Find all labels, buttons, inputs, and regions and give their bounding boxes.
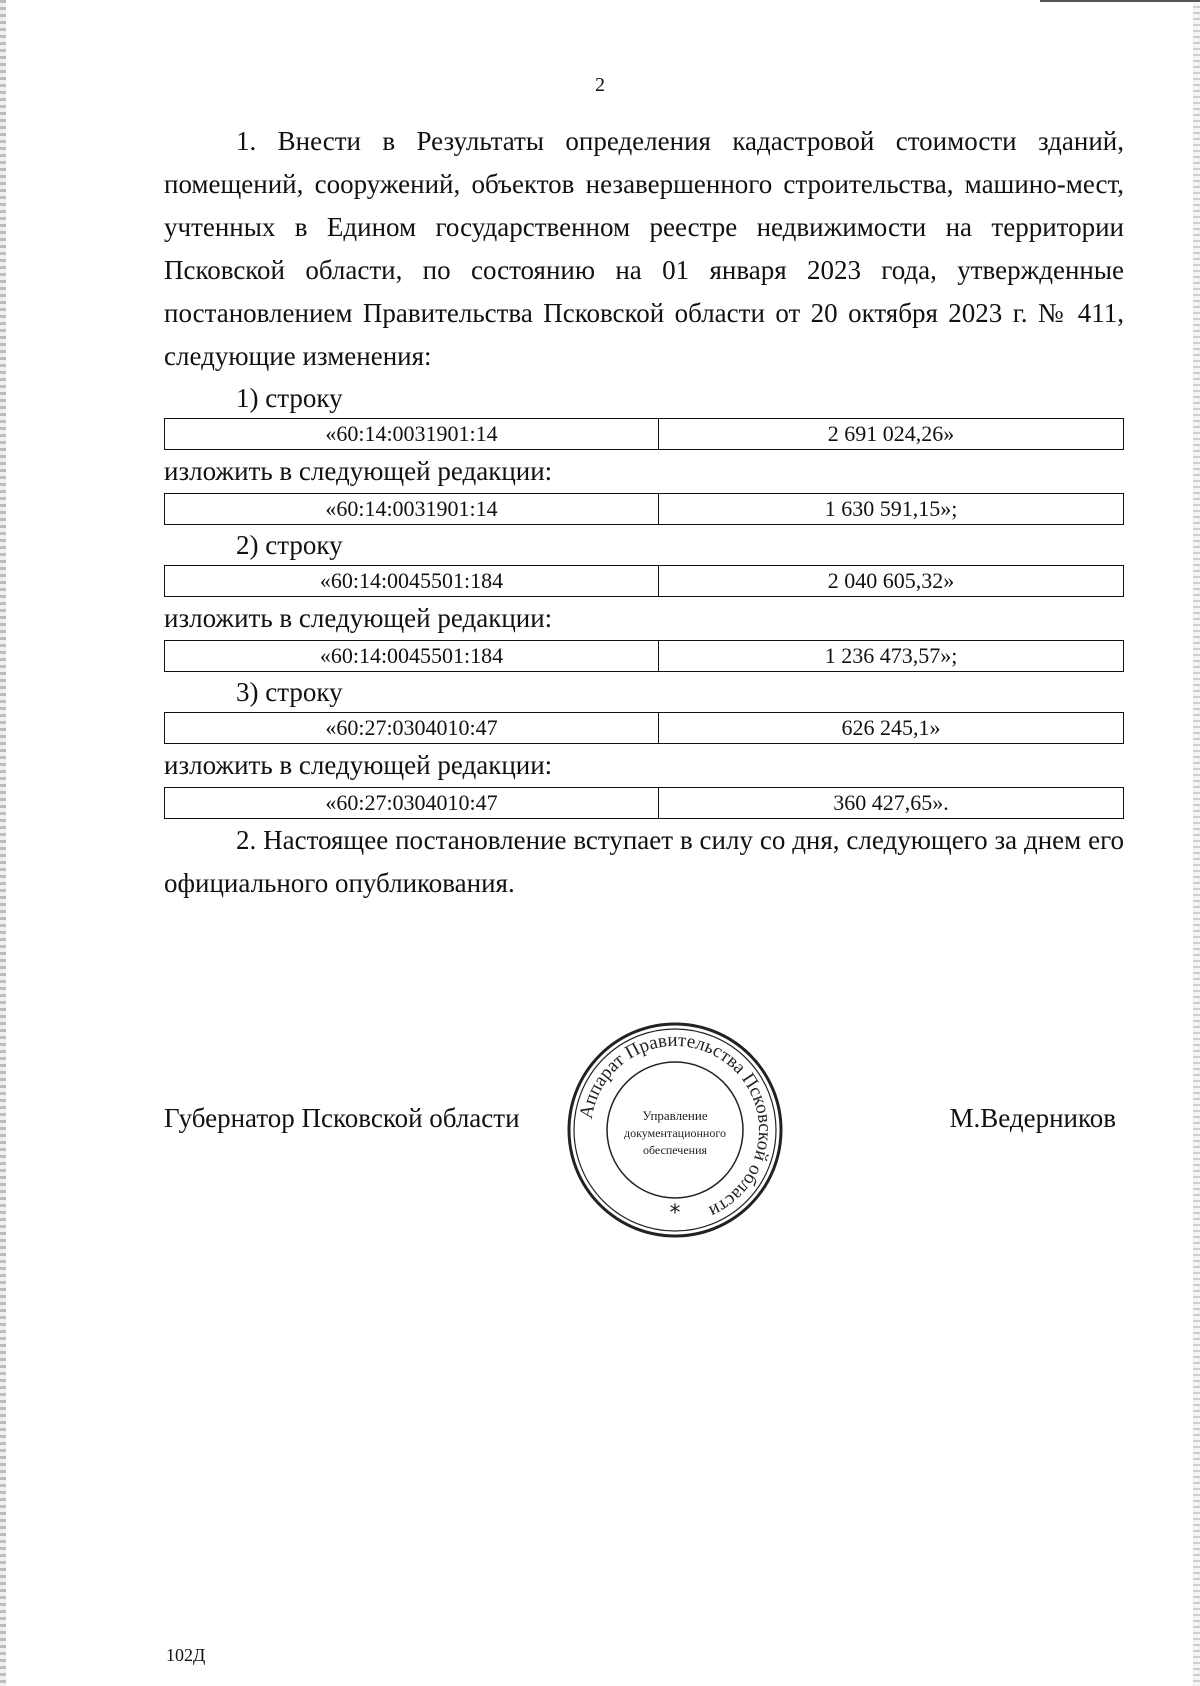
cadastral-value: 2 040 605,32»: [827, 568, 955, 593]
table-row: [164, 418, 1124, 450]
table-row: [164, 640, 1124, 672]
cadastral-value: 1 236 473,57»;: [824, 643, 958, 668]
cadastral-value: 2 691 024,26»: [827, 421, 955, 446]
table-row: [164, 493, 1124, 525]
cadastral-number: «60:14:0045501:184: [165, 566, 659, 596]
change-2-label: 2) строку: [236, 530, 343, 560]
cadastral-number: «60:14:0031901:14: [165, 494, 659, 524]
scan-edge-left: [0, 0, 6, 1686]
change-2-phrase: изложить в следующей редакции:: [164, 603, 553, 633]
cadastral-value: 626 245,1»: [841, 715, 941, 740]
change-3-label: 3) строку: [236, 677, 343, 707]
table-row: [164, 712, 1124, 744]
stamp-outer-text: Аппарат Правительства Псковской области: [575, 1029, 776, 1222]
scan-edge-right: [1193, 0, 1200, 1686]
table-row: [164, 787, 1124, 819]
change-3-phrase: изложить в следующей редакции:: [164, 750, 553, 780]
cadastral-value: 360 427,65».: [833, 790, 949, 815]
stamp-inner-line-3: обеспечения: [642, 1143, 708, 1157]
official-stamp-seal: [565, 1020, 785, 1240]
page-number: 2: [595, 74, 605, 96]
signatory-title: Губернатор Псковской области: [164, 1103, 520, 1133]
cadastral-number: «60:14:0045501:184: [165, 641, 659, 671]
stamp-star-icon: *: [669, 1201, 681, 1226]
table-row: [164, 565, 1124, 597]
cadastral-number: «60:27:0304010:47: [165, 713, 659, 743]
point-1-text: 1. Внести в Результаты определения кадастровой стоимости зданий, помещений, сооружений, объектов незавершенного строительства, машино-мест, учтенных в Едином государственном реестре недвижимости на территории Псковской области, по состоянию на 01 января 2023 года, утвержденные постановлением Правительства Псковской области от 20 октября 2023 г. № 411, следующие изменения:: [164, 126, 1124, 371]
scan-edge-top: [1040, 0, 1200, 2]
change-1-phrase: изложить в следующей редакции:: [164, 456, 553, 486]
stamp-inner-line-2: документационного: [624, 1126, 726, 1140]
signatory-name: М.Ведерников: [949, 1103, 1116, 1133]
change-1-label: 1) строку: [236, 383, 343, 413]
cadastral-number: «60:27:0304010:47: [165, 788, 659, 818]
stamp-inner-line-1: Управление: [642, 1108, 708, 1123]
footer-code: 102Д: [166, 1645, 206, 1665]
cadastral-value: 1 630 591,15»;: [824, 496, 958, 521]
document-body: [164, 120, 1124, 905]
point-2-text: 2. Настоящее постановление вступает в силу со дня, следующего за днем его официального опубликования.: [164, 825, 1124, 898]
cadastral-number: «60:14:0031901:14: [165, 419, 659, 449]
